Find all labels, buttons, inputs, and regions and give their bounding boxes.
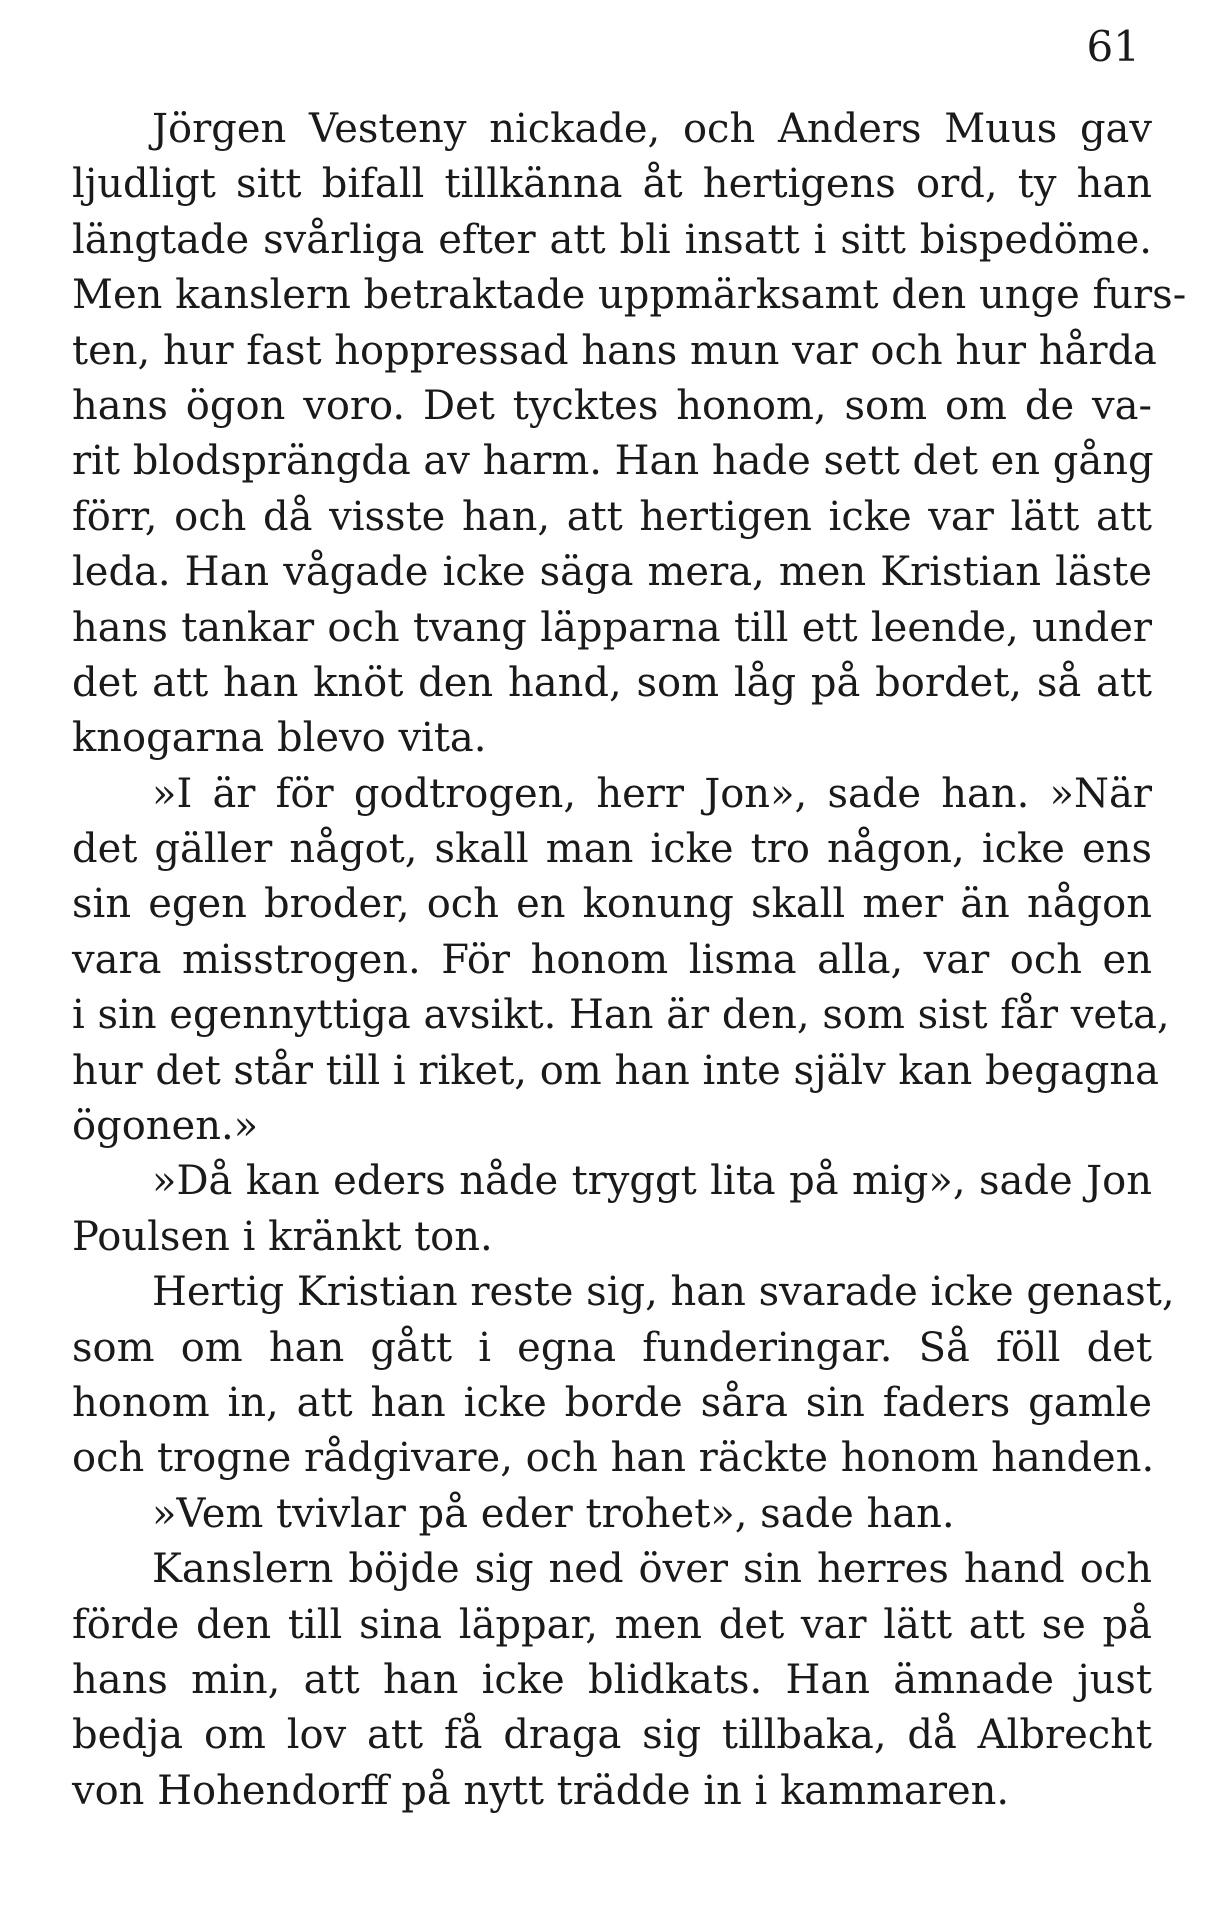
text-line: ögonen.» xyxy=(72,1103,259,1150)
text-line: »I är för godtrogen, herr Jon», sade han. »När xyxy=(152,770,1152,817)
text-line: Poulsen i kränkt ton. xyxy=(72,1213,493,1260)
text-line: i sin egennyttiga avsikt. Han är den, som sist får veta, xyxy=(72,992,1170,1039)
text-line: som om han gått i egna funderingar. Så föll det xyxy=(72,1324,1152,1371)
text-line: Men kanslern betraktade uppmärksamt den unge furs- xyxy=(72,272,1187,319)
text-line: ljudligt sitt bifall tillkänna åt hertigens ord, ty han xyxy=(72,161,1152,208)
text-line: knogarna blevo vita. xyxy=(72,715,487,762)
text-line: Hertig Kristian reste sig, han svarade icke genast, xyxy=(152,1269,1175,1316)
text-line: hur det står till i riket, om han inte själv kan begagna xyxy=(72,1047,1159,1094)
text-line: »Då kan eders nåde tryggt lita på mig», sade Jon xyxy=(152,1158,1152,1205)
paragraph-2 xyxy=(72,767,1170,1155)
page-number: 61 xyxy=(1086,22,1140,71)
text-line: och trogne rådgivare, och han räckte honom handen. xyxy=(72,1435,1155,1482)
paragraph-5 xyxy=(72,1487,1152,1542)
paragraph-3 xyxy=(72,1154,1152,1265)
paragraph-4 xyxy=(72,1265,1175,1487)
text-line: det gäller något, skall man icke tro någon, icke ens xyxy=(72,826,1152,873)
paragraph-1 xyxy=(72,102,1187,767)
text-line: det att han knöt den hand, som låg på bordet, så att xyxy=(72,659,1152,706)
text-line: Kanslern böjde sig ned över sin herres hand och xyxy=(152,1546,1152,1593)
text-line: förr, och då visste han, att hertigen icke var lätt att xyxy=(72,493,1152,540)
text-line: vara misstrogen. För honom lisma alla, var och en xyxy=(72,936,1152,983)
text-line: leda. Han vågade icke säga mera, men Kristian läste xyxy=(72,549,1152,596)
text-line: von Hohendorff på nytt trädde in i kammaren. xyxy=(72,1767,1010,1814)
text-line: hans tankar och tvang läpparna till ett leende, under xyxy=(72,604,1152,651)
text-line: ten, hur fast hoppressad hans mun var och hur hårda xyxy=(72,327,1157,374)
text-line: längtade svårliga efter att bli insatt i sitt bispedöme. xyxy=(72,216,1152,263)
text-line: Jörgen Vesteny nickade, och Anders Muus gav xyxy=(152,106,1152,152)
body-text xyxy=(72,102,1187,1819)
text-line: rit blodsprängda av harm. Han hade sett det en gång xyxy=(72,438,1154,485)
text-line: honom in, att han icke borde såra sin faders gamle xyxy=(72,1379,1152,1426)
text-line: »Vem tvivlar på eder trohet», sade han. xyxy=(152,1490,955,1537)
paragraph-6 xyxy=(72,1542,1152,1819)
text-line: förde den till sina läppar, men det var lätt att se på xyxy=(72,1601,1152,1648)
text-line: hans ögon voro. Det tycktes honom, som om de va- xyxy=(72,382,1152,429)
text-line: bedja om lov att få draga sig tillbaka, då Albrecht xyxy=(72,1712,1152,1759)
text-line: sin egen broder, och en konung skall mer än någon xyxy=(72,881,1152,928)
text-line: hans min, att han icke blidkats. Han ämnade just xyxy=(72,1656,1152,1703)
